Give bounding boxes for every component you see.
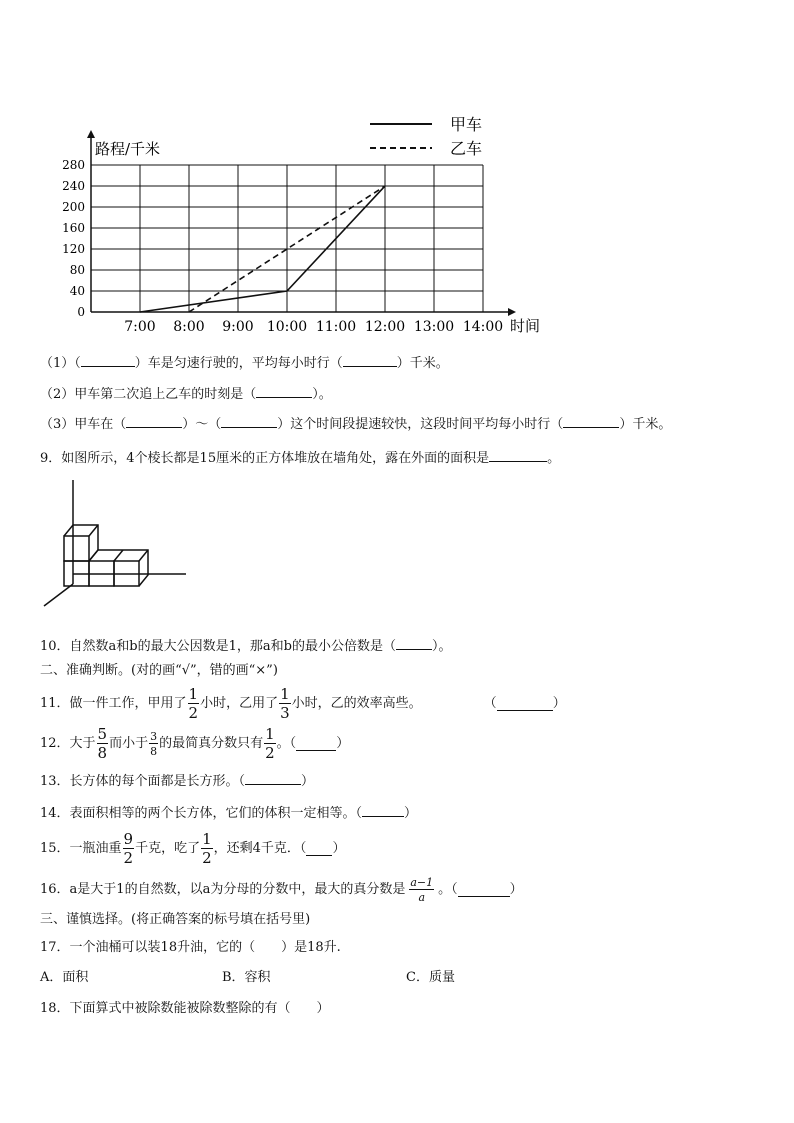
y-tick-label: 0 (77, 305, 85, 319)
answer-blank[interactable] (458, 884, 510, 897)
y-tick-label: 200 (62, 200, 85, 214)
q12: 12．大于 $\frac{5}{8}$ 而小于 $\frac{3}{8}$ 的最简真分数只有 $\frac{1}{2}$ 。（ ） (40, 725, 350, 762)
y-axis-arrow (87, 130, 95, 138)
answer-blank[interactable] (245, 772, 301, 785)
legend-label: 甲车 (450, 115, 483, 134)
y-tick-label: 240 (62, 179, 85, 193)
q17-text: 17．一个油桶可以装18升油，它的（ ）是18升. (40, 940, 341, 955)
q18-text: 18．下面算式中被除数能被除数整除的有（ ） (40, 1001, 330, 1016)
answer-blank[interactable] (489, 449, 547, 462)
distance-time-chart (0, 0, 794, 345)
y-tick-label: 80 (69, 263, 85, 277)
fraction: $\frac{1}{3}$ (280, 685, 290, 722)
x-tick-label: 14:00 (462, 319, 504, 335)
fraction: $\frac{5}{8}$ (97, 725, 108, 762)
x-tick-label: 7:00 (124, 319, 156, 335)
y-tick-label: 280 (62, 158, 85, 172)
cube-corner-figure (40, 478, 190, 610)
legend-label: 乙车 (450, 139, 483, 158)
answer-blank[interactable] (296, 738, 336, 751)
section-2-title: 二、准确判断。(对的画“√”，错的画“×”) (40, 663, 278, 678)
q17-option-c[interactable]: C．质量 (406, 970, 455, 985)
q16: 16．a是大于1的自然数，以a为分母的分数中，最大的真分数是 $\frac{a-1}{a}$ 。（ ） (40, 876, 523, 904)
answer-blank[interactable] (343, 354, 397, 367)
x-tick-label: 11:00 (315, 319, 357, 335)
answer-blank[interactable] (563, 415, 619, 428)
q10-text: 10．自然数a和b的最大公因数是1，那a和b的最小公倍数是（ ）。 (40, 639, 452, 654)
q8-part3: （3）甲车在（ ）～（ ）这个时间段提速较快，这段时间平均每小时行（ ）千米。 (40, 417, 672, 432)
fraction: $\frac{1}{2}$ (202, 830, 212, 867)
x-axis-arrow (508, 308, 516, 316)
fraction: $\frac{1}{2}$ (188, 685, 199, 722)
section-3-title: 三、谨慎选择。(将正确答案的标号填在括号里) (40, 912, 311, 927)
x-tick-label: 13:00 (413, 319, 455, 335)
y-axis-label: 路程/千米 (95, 140, 161, 158)
x-tick-label: 12:00 (364, 319, 406, 335)
q8-part2: （2）甲车第二次追上乙车的时刻是（ ）。 (40, 387, 332, 402)
answer-blank[interactable] (396, 637, 432, 650)
y-tick-label: 160 (62, 221, 85, 235)
y-tick-label: 40 (69, 284, 85, 298)
q13: 13．长方体的每个面都是长方形。（ ） (40, 774, 315, 789)
answer-blank[interactable] (256, 385, 312, 398)
q9-text: 9．如图所示，4个棱长都是15厘米的正方体堆放在墙角处，露在外面的面积是 。 (40, 451, 561, 466)
fraction: $\frac{a-1}{a}$ (410, 876, 434, 904)
y-tick-label: 120 (62, 242, 85, 256)
q8-part1: （1）（ ）车是匀速行驶的，平均每小时行（ ）千米。 (40, 356, 449, 371)
answer-blank[interactable] (126, 415, 182, 428)
chart-legend (370, 115, 482, 158)
fraction: $\frac{9}{2}$ (123, 830, 134, 867)
fraction: $\frac{1}{2}$ (265, 725, 275, 762)
q17-option-a[interactable]: A．面积 (40, 970, 89, 985)
answer-blank[interactable] (306, 843, 332, 856)
x-tick-label: 8:00 (173, 319, 205, 335)
q14: 14．表面积相等的两个长方体，它们的体积一定相等。（ ） (40, 806, 418, 821)
answer-blank[interactable] (497, 698, 553, 711)
q17-option-b[interactable]: B．容积 (222, 970, 271, 985)
x-tick-label: 9:00 (222, 319, 254, 335)
x-tick-label: 10:00 (266, 319, 308, 335)
chart-ticks (62, 158, 503, 335)
x-axis-label: 时间 (510, 317, 541, 335)
answer-blank[interactable] (81, 354, 135, 367)
answer-blank[interactable] (221, 415, 277, 428)
answer-blank[interactable] (362, 804, 404, 817)
q11: 11．做一件工作，甲用了 $\frac{1}{2}$ 小时，乙用了 $\frac{1}{3}$ 小时，乙的效率高些。 （ ） (40, 685, 566, 722)
fraction: $\frac{3}{8}$ (150, 730, 158, 758)
q15: 15．一瓶油重 $\frac{9}{2}$ 千克，吃了 $\frac{1}{2}$ ，还剩4千克．（ ） (40, 830, 346, 867)
